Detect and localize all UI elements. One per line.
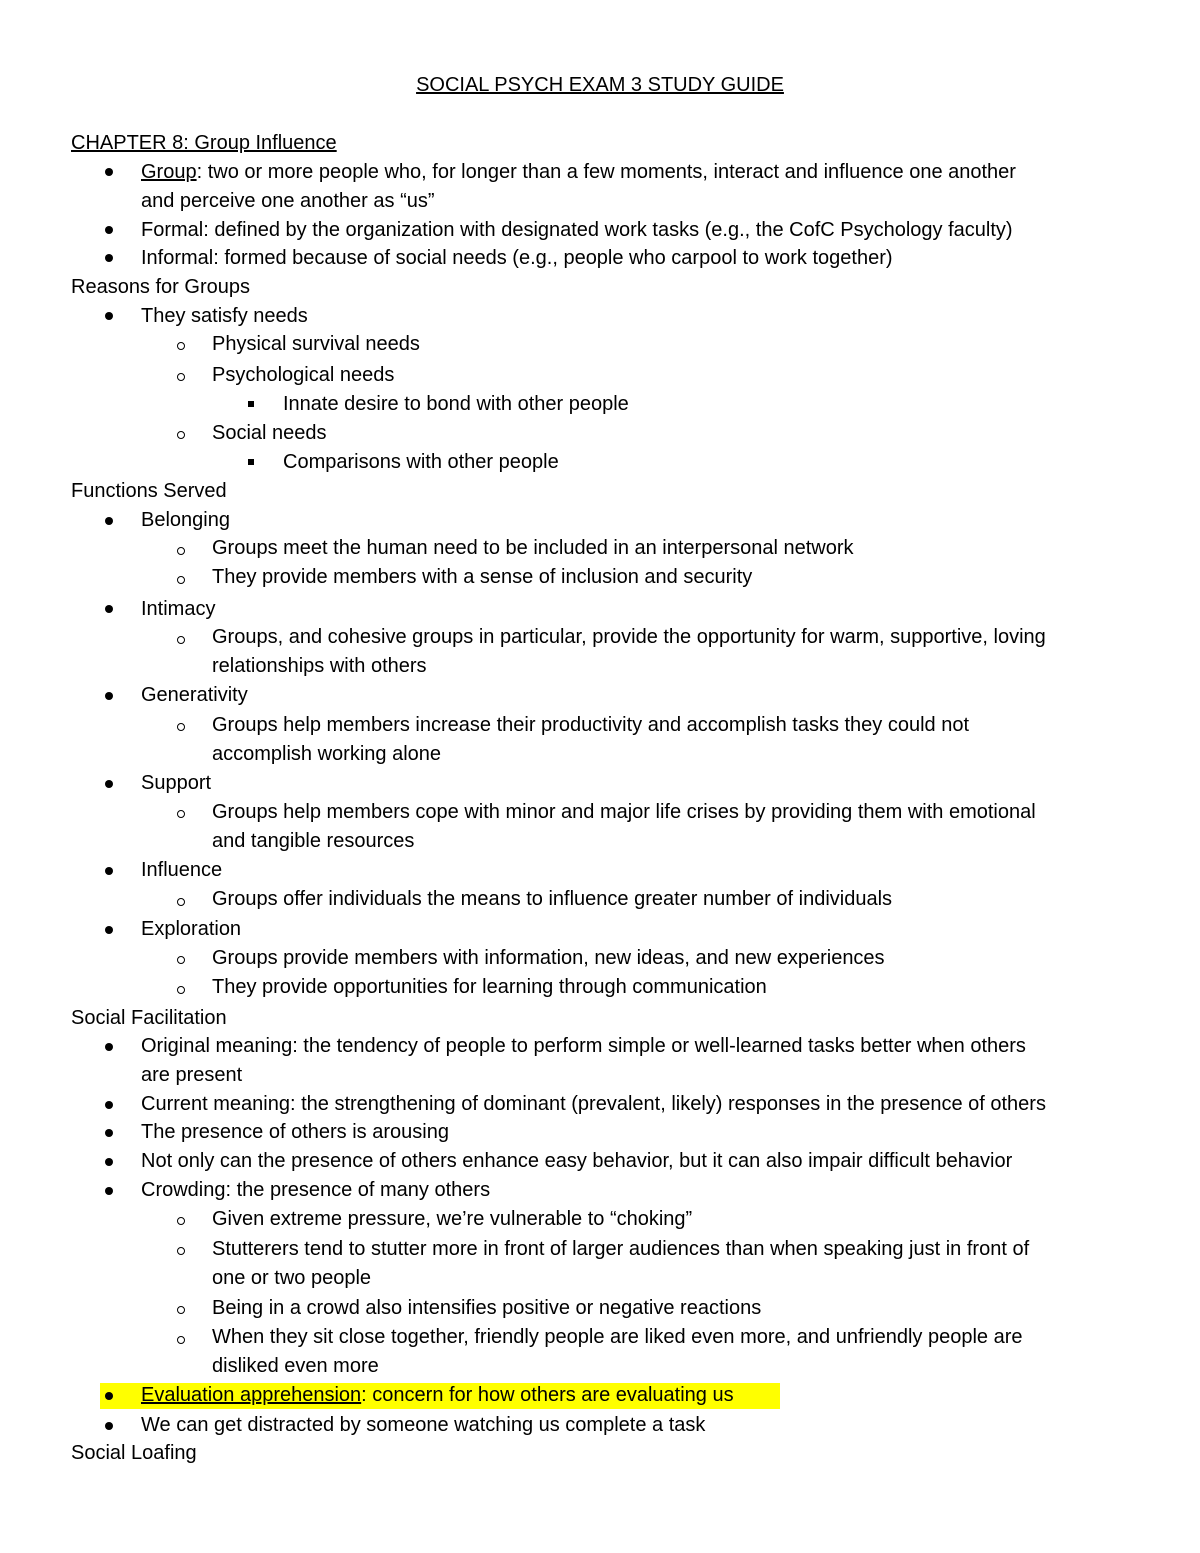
reasons-heading: Reasons for Groups	[71, 276, 250, 298]
group-definition	[141, 158, 1016, 187]
hollow-circle-bullet-icon	[177, 723, 185, 731]
influence-sub-1: Groups offer individuals the means to influence greater number of individuals	[212, 888, 893, 910]
filled-bullet-icon	[105, 867, 113, 875]
generativity-sub-1-cont: accomplish working alone	[212, 743, 442, 765]
hollow-circle-bullet-icon	[177, 1217, 185, 1225]
filled-bullet-icon	[105, 517, 113, 525]
original-meaning-item: Original meaning: the tendency of people to perform simple or well-learned tasks better when others	[141, 1035, 1026, 1057]
filled-bullet-icon	[105, 254, 113, 262]
filled-bullet-icon	[105, 780, 113, 788]
hollow-circle-bullet-icon	[177, 810, 185, 818]
square-bullet-icon	[248, 459, 254, 465]
psych-needs-item: Psychological needs	[212, 364, 395, 386]
intimacy-sub-1-cont: relationships with others	[212, 655, 427, 677]
filled-bullet-icon	[105, 312, 113, 320]
hollow-circle-bullet-icon	[177, 1247, 185, 1255]
filled-bullet-icon	[105, 1158, 113, 1166]
hollow-circle-bullet-icon	[177, 342, 185, 350]
generativity-sub-1: Groups help members increase their productivity and accomplish tasks they could not	[212, 714, 970, 736]
intimacy-item: Intimacy	[141, 598, 216, 620]
belonging-sub-1: Groups meet the human need to be included in an interpersonal network	[212, 537, 854, 559]
exploration-sub-1: Groups provide members with information, new ideas, and new experiences	[212, 947, 885, 969]
physical-needs-item: Physical survival needs	[212, 333, 420, 355]
sit-close-cont: disliked even more	[212, 1355, 379, 1377]
satisfy-needs-item: They satisfy needs	[141, 305, 308, 327]
support-sub-1: Groups help members cope with minor and major life crises by providing them with emotional	[212, 801, 1036, 823]
comparisons-item: Comparisons with other people	[283, 451, 559, 473]
hollow-circle-bullet-icon	[177, 547, 185, 555]
informal-item: Informal: formed because of social needs (e.g., people who carpool to work together)	[141, 247, 893, 269]
arousing-item: The presence of others is arousing	[141, 1121, 449, 1143]
stutterers-cont: one or two people	[212, 1267, 372, 1289]
filled-bullet-icon	[105, 1392, 113, 1400]
current-meaning-item: Current meaning: the strengthening of dominant (prevalent, likely) responses in the presence of others	[141, 1093, 1046, 1115]
belonging-item: Belonging	[141, 509, 230, 531]
intimacy-sub-1: Groups, and cohesive groups in particular, provide the opportunity for warm, supportive, loving	[212, 626, 1046, 648]
hollow-circle-bullet-icon	[177, 373, 185, 381]
crowding-item: Crowding: the presence of many others	[141, 1179, 491, 1201]
support-sub-1-cont: and tangible resources	[212, 830, 415, 852]
crowd-intensifies-item: Being in a crowd also intensifies positive or negative reactions	[212, 1297, 762, 1319]
not-only-item: Not only can the presence of others enhance easy behavior, but it can also impair difficult behavior	[141, 1150, 1013, 1172]
hollow-circle-bullet-icon	[177, 1306, 185, 1314]
filled-bullet-icon	[105, 1187, 113, 1195]
hollow-circle-bullet-icon	[177, 1336, 185, 1344]
hollow-circle-bullet-icon	[177, 986, 185, 994]
evaluation-term: Evaluation apprehension	[141, 1384, 362, 1406]
filled-bullet-icon	[105, 168, 113, 176]
filled-bullet-icon	[105, 1129, 113, 1137]
facilitation-heading: Social Facilitation	[71, 1007, 227, 1029]
filled-bullet-icon	[105, 692, 113, 700]
original-meaning-cont: are present	[141, 1064, 243, 1086]
square-bullet-icon	[248, 401, 254, 407]
filled-bullet-icon	[105, 926, 113, 934]
hollow-circle-bullet-icon	[177, 431, 185, 439]
hollow-circle-bullet-icon	[177, 576, 185, 584]
innate-desire-item: Innate desire to bond with other people	[283, 393, 629, 415]
hollow-circle-bullet-icon	[177, 956, 185, 964]
social-needs-item: Social needs	[212, 422, 327, 444]
group-definition-cont: and perceive one another as “us”	[141, 190, 435, 212]
formal-item: Formal: defined by the organization with designated work tasks (e.g., the CofC Psychology faculty)	[141, 219, 1013, 241]
loafing-heading: Social Loafing	[71, 1442, 197, 1464]
hollow-circle-bullet-icon	[177, 636, 185, 644]
influence-item: Influence	[141, 859, 223, 881]
filled-bullet-icon	[105, 1422, 113, 1430]
evaluation-def: : concern for how others are evaluating us	[361, 1384, 734, 1406]
evaluation-apprehension-item	[141, 1381, 734, 1410]
choking-item: Given extreme pressure, we’re vulnerable to “choking”	[212, 1208, 693, 1230]
chapter-heading: CHAPTER 8: Group Influence	[71, 132, 337, 154]
exploration-item: Exploration	[141, 918, 242, 940]
filled-bullet-icon	[105, 605, 113, 613]
group-term: Group	[141, 161, 197, 183]
hollow-circle-bullet-icon	[177, 898, 185, 906]
belonging-sub-2: They provide members with a sense of inclusion and security	[212, 566, 753, 588]
distracted-item: We can get distracted by someone watching us complete a task	[141, 1414, 706, 1436]
stutterers-item: Stutterers tend to stutter more in front of larger audiences than when speaking just in front of	[212, 1238, 1030, 1260]
filled-bullet-icon	[105, 226, 113, 234]
page-title: SOCIAL PSYCH EXAM 3 STUDY GUIDE	[416, 74, 784, 96]
support-item: Support	[141, 772, 212, 794]
sit-close-item: When they sit close together, friendly people are liked even more, and unfriendly people are	[212, 1326, 1023, 1348]
functions-heading: Functions Served	[71, 480, 227, 502]
filled-bullet-icon	[105, 1101, 113, 1109]
generativity-item: Generativity	[141, 684, 248, 706]
exploration-sub-2: They provide opportunities for learning through communication	[212, 976, 767, 998]
group-def-text: : two or more people who, for longer than a few moments, interact and influence one another	[196, 161, 1016, 183]
filled-bullet-icon	[105, 1043, 113, 1051]
